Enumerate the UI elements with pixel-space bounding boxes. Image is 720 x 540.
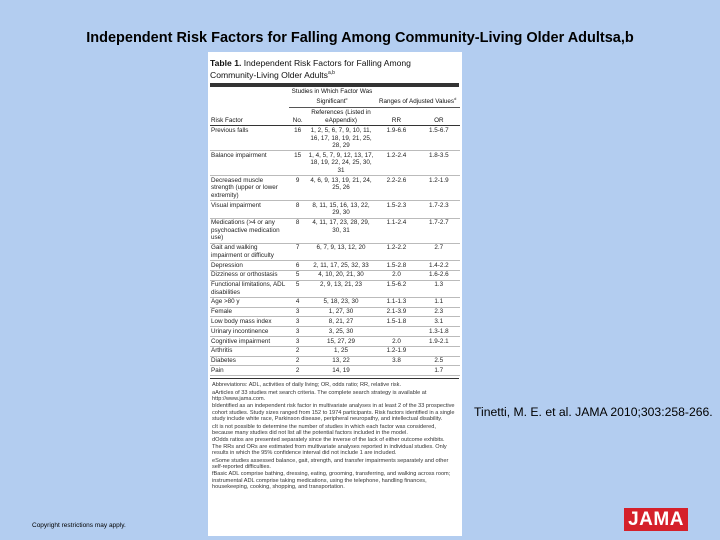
- footnote: dOdds ratios are presented separately since the inverse of the lack of either outcome exhibits. The RRs and ORs are estimated from multivariate analyses reported in individual studies. Only results in which the 95% confidence interval did not include 1 are included.: [212, 437, 447, 457]
- cell-no: 9: [289, 176, 307, 201]
- cell-no: 2: [289, 366, 307, 376]
- table-row: [210, 270, 460, 280]
- cell-risk-factor: Gait and walking impairment or difficulty: [210, 243, 289, 260]
- cell-references: 1, 2, 5, 6, 7, 9, 10, 11, 16, 17, 18, 19, 21, 25, 28, 29: [307, 126, 376, 151]
- cell-or: 1.5-6.7: [418, 126, 460, 151]
- cell-references: 5, 18, 23, 30: [307, 297, 376, 307]
- cell-no: 16: [289, 126, 307, 151]
- cell-or: 3.1: [418, 317, 460, 327]
- cell-risk-factor: Visual impairment: [210, 201, 289, 218]
- cell-risk-factor: Low body mass index: [210, 317, 289, 327]
- table-row: [210, 201, 460, 218]
- jama-logo: JAMA: [624, 508, 688, 531]
- cell-risk-factor: Diabetes: [210, 356, 289, 366]
- cell-risk-factor: Depression: [210, 260, 289, 270]
- table-row: [210, 346, 460, 356]
- cell-rr: 1.5-6.2: [375, 280, 417, 297]
- cell-or: 1.9-2.1: [418, 337, 460, 347]
- cell-risk-factor: Pain: [210, 366, 289, 376]
- col-no: No.: [289, 108, 307, 126]
- cell-rr: 2.2-2.6: [375, 176, 417, 201]
- footnote: bIdentified as an independent risk factor in multivariate analyses in at least 2 of the 33 prospective cohort studies. Study sizes ranged from 152 to 1974 participants. Risk factors identified in a single study include white race, Parkinson disease, peripheral neuropathy, and intellectual disability.: [212, 403, 455, 423]
- cell-references: 13, 22: [307, 356, 376, 366]
- cell-or: 1.2-1.9: [418, 176, 460, 201]
- table-row: [210, 297, 460, 307]
- cell-or: 2.5: [418, 356, 460, 366]
- cell-references: 2, 11, 17, 25, 32, 33: [307, 260, 376, 270]
- cell-risk-factor: Functional limitations, ADL disabilities: [210, 280, 289, 297]
- cell-references: 2, 9, 13, 21, 23: [307, 280, 376, 297]
- cell-rr: 1.9-6.6: [375, 126, 417, 151]
- cell-no: 3: [289, 337, 307, 347]
- table-figure: [208, 52, 462, 536]
- table-row: [210, 218, 460, 243]
- cell-rr: 1.5-1.8: [375, 317, 417, 327]
- cell-risk-factor: Decreased muscle strength (upper or lower extremity): [210, 176, 289, 201]
- cell-references: 1, 4, 5, 7, 9, 12, 13, 17, 18, 19, 22, 24, 25, 30, 31: [308, 151, 374, 175]
- cell-rr: 1.1-1.3: [375, 297, 417, 307]
- cell-rr: 1.5-2.3: [375, 201, 417, 218]
- cell-references: 6, 7, 9, 13, 12, 20: [307, 243, 376, 260]
- table-row: [210, 243, 460, 260]
- col-risk-factor: Risk Factor: [210, 108, 289, 126]
- cell-references: 3, 25, 30: [307, 327, 376, 337]
- cell-or: 1.7-2.3: [418, 201, 460, 218]
- cell-risk-factor: Urinary incontinence: [210, 327, 289, 337]
- cell-risk-factor: Cognitive impairment: [210, 337, 289, 347]
- cell-or: 1.7-2.7: [418, 218, 460, 243]
- cell-references: 1, 25: [307, 346, 376, 356]
- studies-group-header: Studies in Which Factor Was Significant$^c$: [289, 87, 376, 108]
- cell-references: 1, 27, 30: [307, 307, 376, 317]
- cell-risk-factor: Arthritis: [210, 346, 289, 356]
- footnote: cIt is not possible to determine the number of studies in which each factor was considered, because many studies did not list all the potential factors included in the model.: [212, 423, 436, 436]
- cell-references: 15, 27, 29: [307, 337, 376, 347]
- cell-rr: 1.5-2.8: [375, 260, 417, 270]
- copyright-notice: Copyright restrictions may apply.: [32, 522, 126, 529]
- table-caption: [208, 52, 462, 83]
- cell-or: [418, 346, 460, 356]
- table-row: [210, 176, 460, 201]
- cell-no: 5: [289, 270, 307, 280]
- footnote: fBasic ADL comprise bathing, dressing, eating, grooming, transferring, and walking across room; instrumental ADL comprise taking medications, using the telephone, handling finances, housekeeping, cooking, shopping, and transportation.: [212, 471, 451, 491]
- cell-no: 15: [289, 151, 307, 176]
- cell-risk-factor: Balance impairment: [210, 151, 289, 176]
- ranges-group-header: Ranges of Adjusted Values$^d$: [375, 87, 460, 108]
- cell-no: 8: [289, 218, 307, 243]
- cell-risk-factor: Female: [210, 307, 289, 317]
- table-row: [210, 280, 460, 297]
- cell-rr: 3.8: [375, 356, 417, 366]
- cell-no: 3: [289, 307, 307, 317]
- cell-risk-factor: Previous falls: [210, 126, 289, 151]
- cell-or: 1.3: [418, 280, 460, 297]
- cell-rr: 1.2-1.9: [375, 346, 417, 356]
- cell-no: 3: [289, 327, 307, 337]
- cell-rr: [375, 327, 417, 337]
- cell-rr: 2.0: [375, 270, 417, 280]
- cell-rr: 1.2-2.2: [375, 243, 417, 260]
- cell-no: 6: [289, 260, 307, 270]
- table-row: [210, 366, 460, 376]
- cell-no: 7: [289, 243, 307, 260]
- cell-or: 1.6-2.6: [418, 270, 460, 280]
- footnote: Abbreviations: ADL, activities of daily living; OR, odds ratio; RR, relative risk.: [212, 382, 402, 389]
- citation: Tinetti, M. E. et al. JAMA 2010;303:258-266.: [474, 405, 713, 419]
- cell-rr: 1.1-2.4: [375, 218, 417, 243]
- table-row: [210, 356, 460, 366]
- cell-no: 3: [289, 317, 307, 327]
- col-or: OR: [418, 108, 460, 126]
- cell-rr: [375, 366, 417, 376]
- table-row: [210, 337, 460, 347]
- cell-risk-factor: Medications (>4 or any psychoactive medication use): [210, 218, 289, 243]
- cell-no: 8: [289, 201, 307, 218]
- cell-references: 8, 11, 15, 16, 13, 22, 29, 30: [307, 201, 376, 218]
- footnote: eSome studies assessed balance, gait, strength, and transfer impairments separately and other self-reported difficulties.: [212, 457, 449, 471]
- footnote: aArticles of 33 studies met search criteria. The complete search strategy is available at http://www.jama.com.: [212, 389, 427, 402]
- table-row: [210, 317, 460, 327]
- risk-factor-table: [210, 87, 460, 376]
- cell-rr: 1.2-2.4: [375, 151, 417, 176]
- table-row: [210, 327, 460, 337]
- col-references: References (Listed in eAppendix): [307, 108, 376, 126]
- table-label: Table 1.: [210, 58, 242, 68]
- cell-references: 4, 11, 17, 23, 28, 29, 30, 31: [307, 218, 376, 243]
- cell-no: 2: [289, 356, 307, 366]
- slide-title: Independent Risk Factors for Falling Among Community-Living Older Adultsa,b: [86, 30, 634, 46]
- table-footnotes: [210, 378, 459, 491]
- cell-or: 1.7: [418, 366, 460, 376]
- table-title: Independent Risk Factors for Falling Among Community-Living Older Adults: [210, 58, 411, 80]
- cell-risk-factor: Age >80 y: [210, 297, 289, 307]
- cell-references: 14, 19: [307, 366, 376, 376]
- col-rr: RR: [375, 108, 417, 126]
- table-row: [210, 126, 460, 151]
- table-title-sup: a,b: [327, 70, 335, 76]
- cell-or: 1.1: [418, 297, 460, 307]
- cell-references: 4, 10, 20, 21, 30: [307, 270, 376, 280]
- table-row: [210, 307, 460, 317]
- cell-or: 1.4-2.2: [418, 260, 460, 270]
- table-row: [210, 260, 460, 270]
- cell-rr: 2.0: [375, 337, 417, 347]
- cell-no: 4: [289, 297, 307, 307]
- table-body: [210, 126, 460, 376]
- cell-references: 4, 6, 9, 13, 19, 21, 24, 25, 26: [307, 176, 376, 201]
- cell-or: 2.3: [418, 307, 460, 317]
- table-row: [210, 151, 460, 176]
- cell-no: 2: [289, 346, 307, 356]
- cell-no: 5: [289, 280, 307, 297]
- cell-or: 1.8-3.5: [418, 151, 460, 176]
- cell-references: 8, 21, 27: [307, 317, 376, 327]
- cell-or: 1.3-1.8: [418, 327, 460, 337]
- cell-rr: 2.1-3.9: [375, 307, 417, 317]
- cell-risk-factor: Dizziness or orthostasis: [210, 270, 289, 280]
- cell-or: 2.7: [418, 243, 460, 260]
